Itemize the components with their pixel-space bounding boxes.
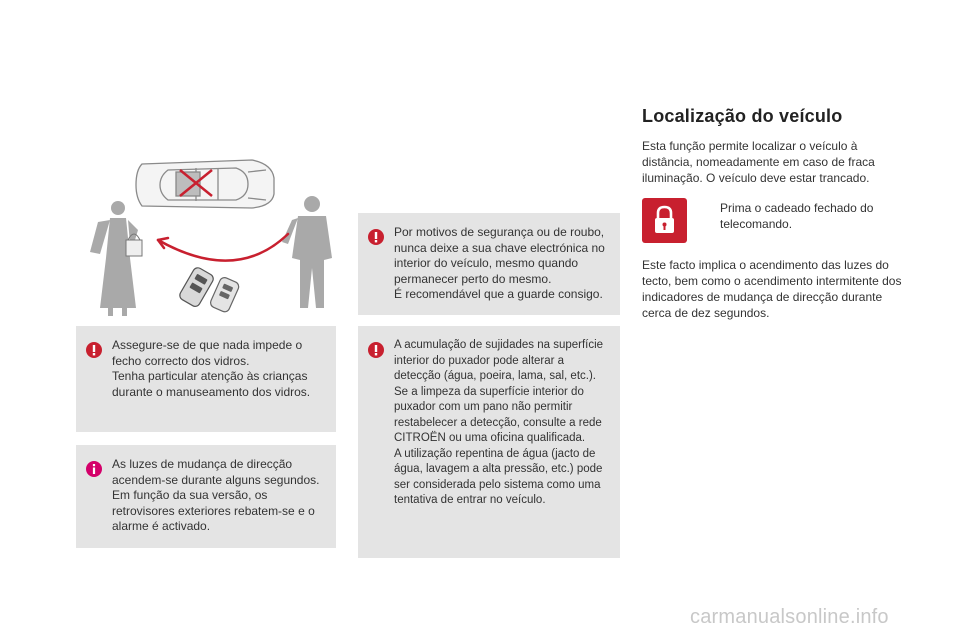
key-fob-icon bbox=[178, 266, 215, 308]
warning-line: Assegure-se de que nada impede o fecho correcto dos vidros. bbox=[112, 338, 303, 368]
info-line: As luzes de mudança de direcção acendem-se durante alguns segundos. bbox=[112, 457, 320, 487]
warning-icon bbox=[86, 342, 102, 358]
warning-text bbox=[112, 338, 326, 400]
watermark: carmanualsonline.info bbox=[690, 606, 889, 628]
warning-text bbox=[394, 225, 610, 303]
step-item bbox=[704, 200, 894, 232]
signal-arrow bbox=[158, 234, 288, 261]
lock-button-icon bbox=[642, 198, 687, 243]
outro-paragraph: Este facto implica o acendimento das luzes do tecto, bem como o acendimento intermitente dos indicadores de mudança de direcção durante cerca de dez segundos. bbox=[642, 258, 902, 320]
car-top-view bbox=[136, 160, 274, 208]
warning-box-windows bbox=[76, 326, 336, 432]
man-silhouette bbox=[282, 196, 332, 308]
warning-box-dirt bbox=[358, 326, 620, 558]
intro-paragraph: Esta função permite localizar o veículo à distância, nomeadamente em caso de fraca iluminação. O veículo deve estar trancado. bbox=[642, 139, 875, 185]
key-fob-icon bbox=[209, 276, 240, 313]
warning-icon bbox=[368, 229, 384, 245]
warning-icon bbox=[368, 342, 384, 358]
step-text: Prima o cadeado fechado do telecomando. bbox=[720, 201, 874, 231]
warning-text bbox=[394, 338, 610, 509]
car-people-key-illustration bbox=[76, 148, 336, 318]
locking-illustration bbox=[76, 148, 336, 318]
section-title: Localização do veículo bbox=[642, 106, 843, 126]
warning-line: A acumulação de sujidades na superfície interior do puxador pode alterar a detecção (água, poeira, lama, sal, etc.). bbox=[394, 339, 604, 382]
woman-silhouette bbox=[90, 201, 138, 316]
info-line: Em função da sua versão, os retrovisores exteriores rebatem-se e o alarme é activado. bbox=[112, 488, 315, 533]
info-text bbox=[112, 457, 326, 535]
warning-line: Se a limpeza da superfície interior do puxador com um pano não permitir restabelecer a detecção, consulte a rede CITROËN ou uma oficina qualificada. bbox=[394, 385, 602, 444]
warning-box-key bbox=[358, 213, 620, 315]
warning-line: É recomendável que a guarde consigo. bbox=[394, 287, 603, 301]
warning-line: Tenha particular atenção às crianças durante o manuseamento dos vidros. bbox=[112, 369, 311, 399]
info-box-indicators bbox=[76, 445, 336, 548]
warning-line: A utilização repentina de água (jacto de água, lavagem a alta pressão, etc.) pode ser considerada pelo sistema como uma tentativa de entrar no veículo. bbox=[394, 447, 603, 506]
info-icon bbox=[86, 461, 102, 477]
warning-line: Por motivos de segurança ou de roubo, nunca deixe a sua chave electrónica no interior do veículo, mesmo quando permanecer perto do mesmo. bbox=[394, 225, 605, 286]
